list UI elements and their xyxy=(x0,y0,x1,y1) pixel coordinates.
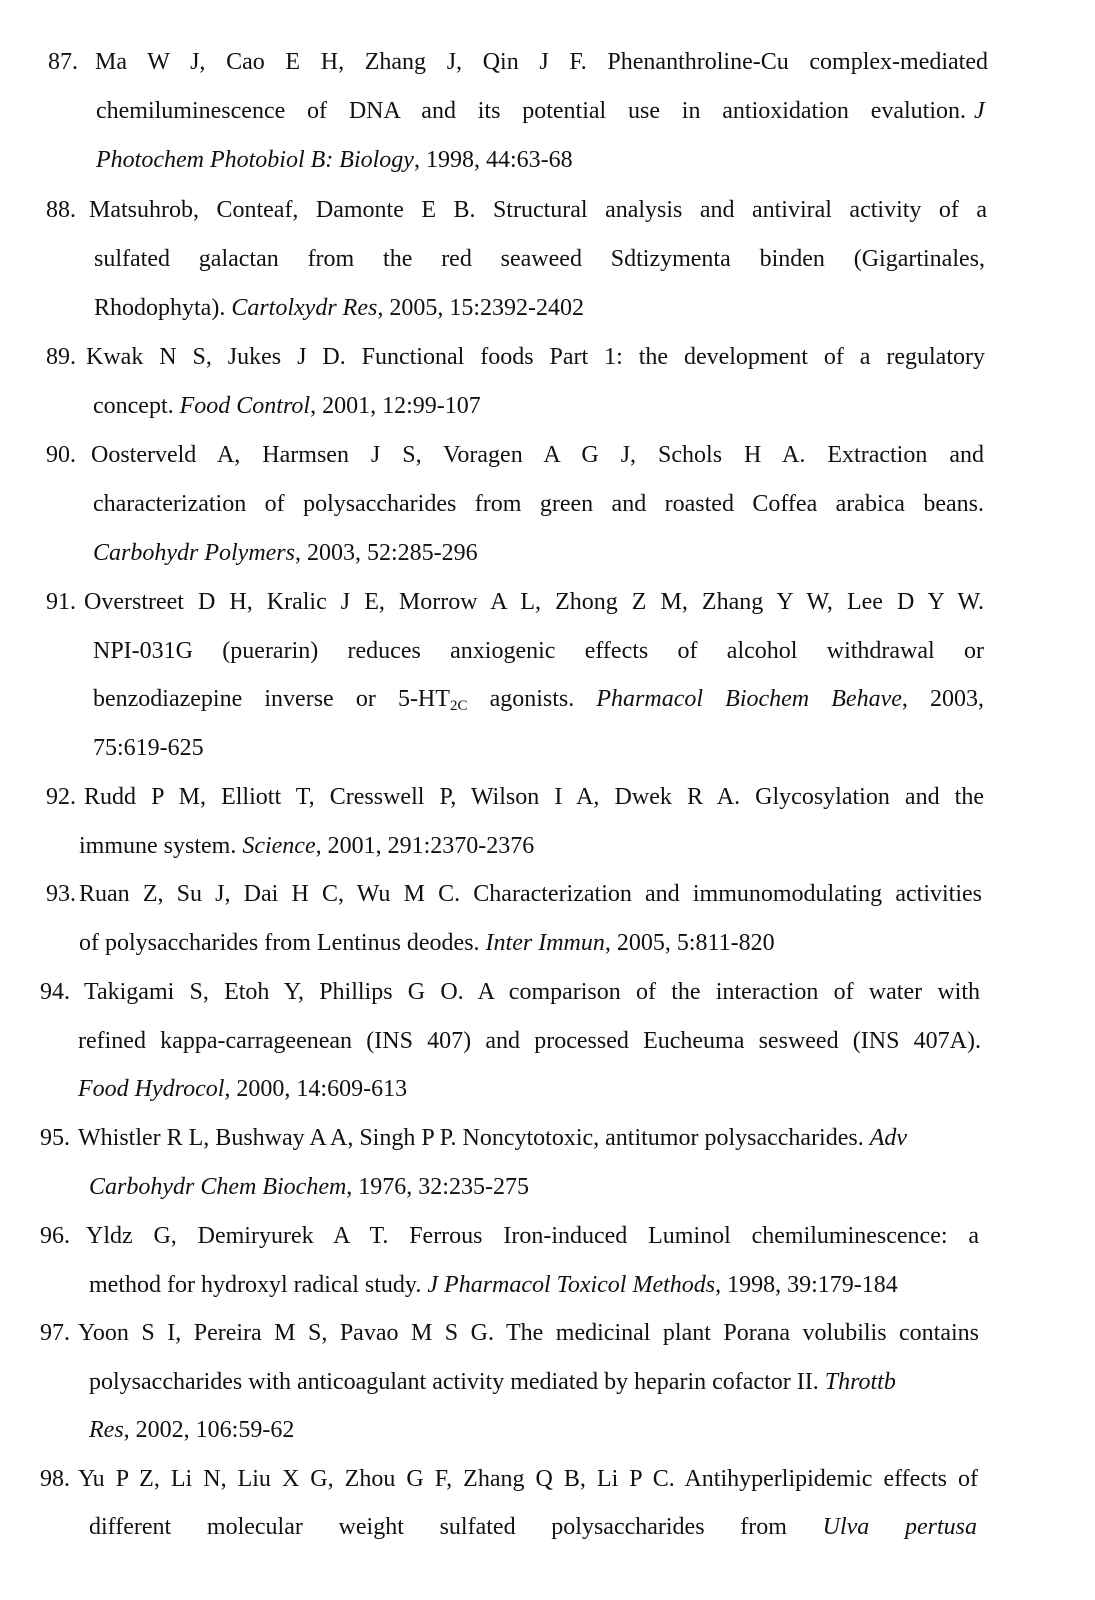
journal-name: Photochem Photobiol B: Biology xyxy=(96,147,414,173)
reference-line xyxy=(93,538,478,568)
citation: , 1998, 44:63-68 xyxy=(413,147,573,173)
reference-line: different molecular weight sulfated polysaccharides from Ulva pertusa xyxy=(89,1514,977,1540)
reference-line: method for hydroxyl radical study. J Pharmacol Toxicol Methods, 1998, 39:179-184 xyxy=(89,1272,898,1298)
reference-line: benzodiazepine inverse or $5-HT_{2C}$ agonists. Pharmacol Biochem Behave, 2003, xyxy=(93,686,985,714)
reference-line: sulfated galactan from the red seaweed Sdtizymenta binden (Gigartinales, xyxy=(94,246,985,272)
reference-line: Oosterveld A, Harmsen J S, Voragen A G J, Schols H A. Extraction and xyxy=(91,442,984,468)
reference-line: Matsuhrob, Conteaf, Damonte E B. Structural analysis and antiviral activity of a xyxy=(89,197,987,223)
reference-line: Yoon S I, Pereira M S, Pavao M S G. The medicinal plant Porana volubilis contains xyxy=(78,1320,979,1346)
citation: , 2000, 14:609-613 xyxy=(224,1076,408,1102)
journal-name: Throttb xyxy=(824,1369,896,1395)
reference-line: refined kappa-carrageenean (INS 407) and processed Eucheuma sesweed (INS 407A). xyxy=(78,1028,981,1054)
citation: , 2001, 291:2370-2376 xyxy=(315,833,535,859)
reference-line: Rudd P M, Elliott T, Cresswell P, Wilson I A, Dwek R A. Glycosylation and the xyxy=(84,784,984,810)
reference-number: 87. xyxy=(48,49,78,75)
journal-name: Pharmacol Biochem Behave xyxy=(596,686,902,712)
journal-name: Food Hydrocol xyxy=(78,1076,225,1102)
citation: , 2002, 106:59-62 xyxy=(123,1417,295,1443)
reference-number: 89. xyxy=(46,344,76,370)
reference-line: Whistler R L, Bushway A A, Singh P P. Noncytotoxic, antitumor polysaccharides. Adv xyxy=(78,1125,908,1151)
reference-number: 94. xyxy=(40,979,70,1005)
citation: , 1976, 32:235-275 xyxy=(346,1174,529,1200)
journal-name: Cartolxydr Res xyxy=(231,295,378,321)
reference-line: 75:619-625 xyxy=(93,735,204,761)
reference-line: chemiluminescence of DNA and its potential use in antioxidation evalution. xyxy=(96,98,966,124)
reference-number: 93. xyxy=(46,881,76,907)
reference-line xyxy=(96,145,573,175)
reference-number: 98. xyxy=(40,1466,70,1492)
reference-line: Yldz G, Demiryurek A T. Ferrous Iron-induced Luminol chemiluminescence: a xyxy=(86,1223,979,1249)
reference-line: Yu P Z, Li N, Liu X G, Zhou G F, Zhang Q B, Li P C. Antihyperlipidemic effects of xyxy=(78,1466,978,1492)
reference-line: Ruan Z, Su J, Dai H C, Wu M C. Characterization and immunomodulating activities xyxy=(79,881,982,907)
citation: , 2005, 15:2392-2402 xyxy=(377,295,584,321)
journal-name: Adv xyxy=(869,1125,908,1151)
species-name: Ulva pertusa xyxy=(822,1514,977,1540)
citation: , 1998, 39:179-184 xyxy=(715,1272,898,1298)
journal-name: Res xyxy=(89,1417,124,1443)
reference-line xyxy=(89,1415,294,1445)
citation: , 2003, 52:285-296 xyxy=(294,540,478,566)
reference-line xyxy=(78,1074,407,1104)
journal-name: Carbohydr Polymers xyxy=(93,540,295,566)
citation: , 2001, 12:99-107 xyxy=(310,393,481,419)
reference-line: Ma W J, Cao E H, Zhang J, Qin J F. Phenanthroline-Cu complex-mediated xyxy=(95,49,988,75)
reference-number: 90. xyxy=(46,442,76,468)
journal-name: Science xyxy=(242,833,316,859)
reference-number: 96. xyxy=(40,1223,70,1249)
journal-name: J xyxy=(974,98,985,124)
citation: , 2003, xyxy=(901,686,985,712)
reference-number: 95. xyxy=(40,1125,70,1151)
journal-name: Food Control xyxy=(179,393,311,419)
reference-number: 97. xyxy=(40,1320,70,1346)
subscript: 2C xyxy=(449,698,468,714)
reference-line: of polysaccharides from Lentinus deodes. Inter Immun, 2005, 5:811-820 xyxy=(79,930,775,956)
reference-line: NPI-031G (puerarin) reduces anxiogenic effects of alcohol withdrawal or xyxy=(93,638,984,664)
reference-line: polysaccharides with anticoagulant activity mediated by heparin cofactor II. Throttb xyxy=(89,1369,896,1395)
reference-line: concept. Food Control, 2001, 12:99-107 xyxy=(93,393,481,419)
reference-number: 92. xyxy=(46,784,76,810)
reference-line: Kwak N S, Jukes J D. Functional foods Part 1: the development of a regulatory xyxy=(86,344,985,370)
reference-line: Overstreet D H, Kralic J E, Morrow A L, Zhong Z M, Zhang Y W, Lee D Y W. xyxy=(84,589,984,615)
reference-line: immune system. Science, 2001, 291:2370-2376 xyxy=(79,833,535,859)
journal-name: Carbohydr Chem Biochem xyxy=(89,1174,347,1200)
reference-line: Rhodophyta). Cartolxydr Res, 2005, 15:2392-2402 xyxy=(94,295,584,321)
reference-line xyxy=(89,1172,529,1202)
reference-number: 91. xyxy=(46,589,76,615)
journal-name: J Pharmacol Toxicol Methods xyxy=(427,1272,716,1298)
reference-line: characterization of polysaccharides from green and roasted Coffea arabica beans. xyxy=(93,491,984,517)
reference-line: Takigami S, Etoh Y, Phillips G O. A comparison of the interaction of water with xyxy=(84,979,980,1005)
citation: , 2005, 5:811-820 xyxy=(604,930,775,956)
journal-name: Inter Immun xyxy=(485,930,605,956)
reference-number: 88. xyxy=(46,197,76,223)
